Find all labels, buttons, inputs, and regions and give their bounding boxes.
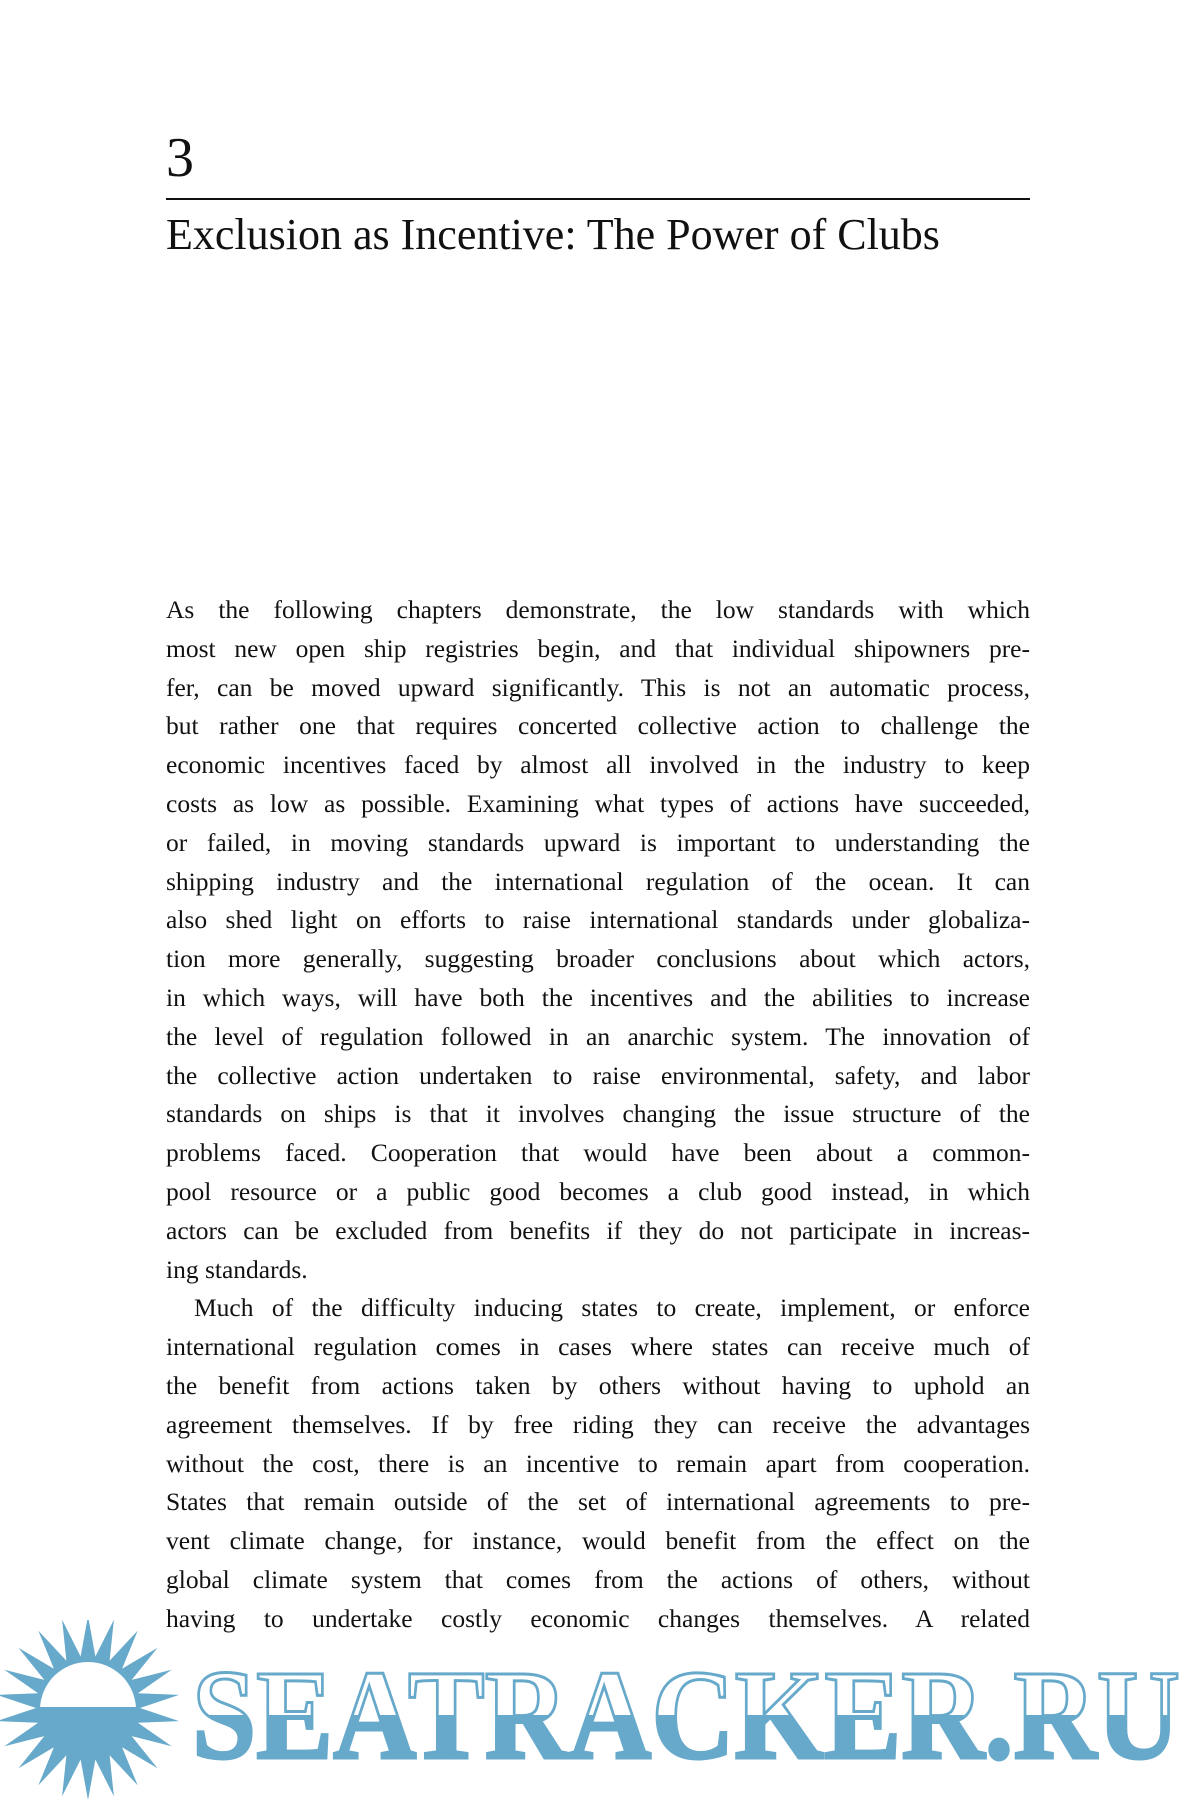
text-line: in which ways, will have both the incentives and the abilities to increase [166, 982, 1030, 1012]
text-line: without the cost, there is an incentive to remain apart from cooperation. [166, 1448, 1030, 1478]
text-line: the collective action undertaken to raise environmental, safety, and labor [166, 1060, 1030, 1090]
text-line: also shed light on efforts to raise international standards under globaliza- [166, 905, 1030, 935]
text-line: costs as low as possible. Examining what types of actions have succeeded, [166, 788, 1030, 818]
text-line: actors can be excluded from benefits if they do not participate in increas- [166, 1215, 1030, 1245]
body-text [166, 591, 1030, 1639]
text-line: vent climate change, for instance, would benefit from the effect on the [166, 1526, 1030, 1556]
text-line: fer, can be moved upward significantly. This is not an automatic process, [166, 672, 1030, 702]
text-line: the benefit from actions taken by others without having to uphold an [166, 1370, 1030, 1400]
watermark-text: SEATRACKER.RU [192, 1644, 1180, 1786]
text-line: the level of regulation followed in an anarchic system. The innovation of [166, 1021, 1030, 1051]
text-line: shipping industry and the international regulation of the ocean. It can [166, 866, 1030, 896]
chapter-rule [166, 198, 1030, 200]
text-line: ing standards. [166, 1254, 308, 1284]
text-line: having to undertake costly economic changes themselves. A related [166, 1603, 1030, 1633]
text-line: economic incentives faced by almost all involved in the industry to keep [166, 750, 1030, 780]
text-line: problems faced. Cooperation that would have been about a common- [166, 1138, 1030, 1168]
paragraph-1 [166, 591, 1030, 1289]
text-line: pool resource or a public good becomes a club good instead, in which [166, 1176, 1030, 1206]
chapter-title: Exclusion as Incentive: The Power of Clubs [166, 210, 940, 259]
text-line: tion more generally, suggesting broader conclusions about which actors, [166, 944, 1030, 974]
text-line: Much of the difficulty inducing states to create, implement, or enforce [194, 1293, 1030, 1323]
chapter-number: 3 [166, 127, 194, 189]
sun-over-sea-icon [0, 1620, 179, 1800]
text-line: agreement themselves. If by free riding they can receive the advantages [166, 1409, 1030, 1439]
text-line: standards on ships is that it involves changing the issue structure of the [166, 1099, 1030, 1129]
text-line: international regulation comes in cases where states can receive much of [166, 1332, 1030, 1362]
text-line: or failed, in moving standards upward is important to understanding the [166, 827, 1030, 857]
text-line: most new open ship registries begin, and that individual shipowners pre- [166, 633, 1030, 663]
watermark-logo [0, 1620, 1200, 1800]
text-line: global climate system that comes from the actions of others, without [166, 1564, 1030, 1594]
text-line: but rather one that requires concerted collective action to challenge the [166, 711, 1030, 741]
text-line: As the following chapters demonstrate, the low standards with which [166, 595, 1030, 624]
text-line: States that remain outside of the set of international agreements to pre- [166, 1487, 1030, 1517]
paragraph-2 [166, 1289, 1030, 1638]
